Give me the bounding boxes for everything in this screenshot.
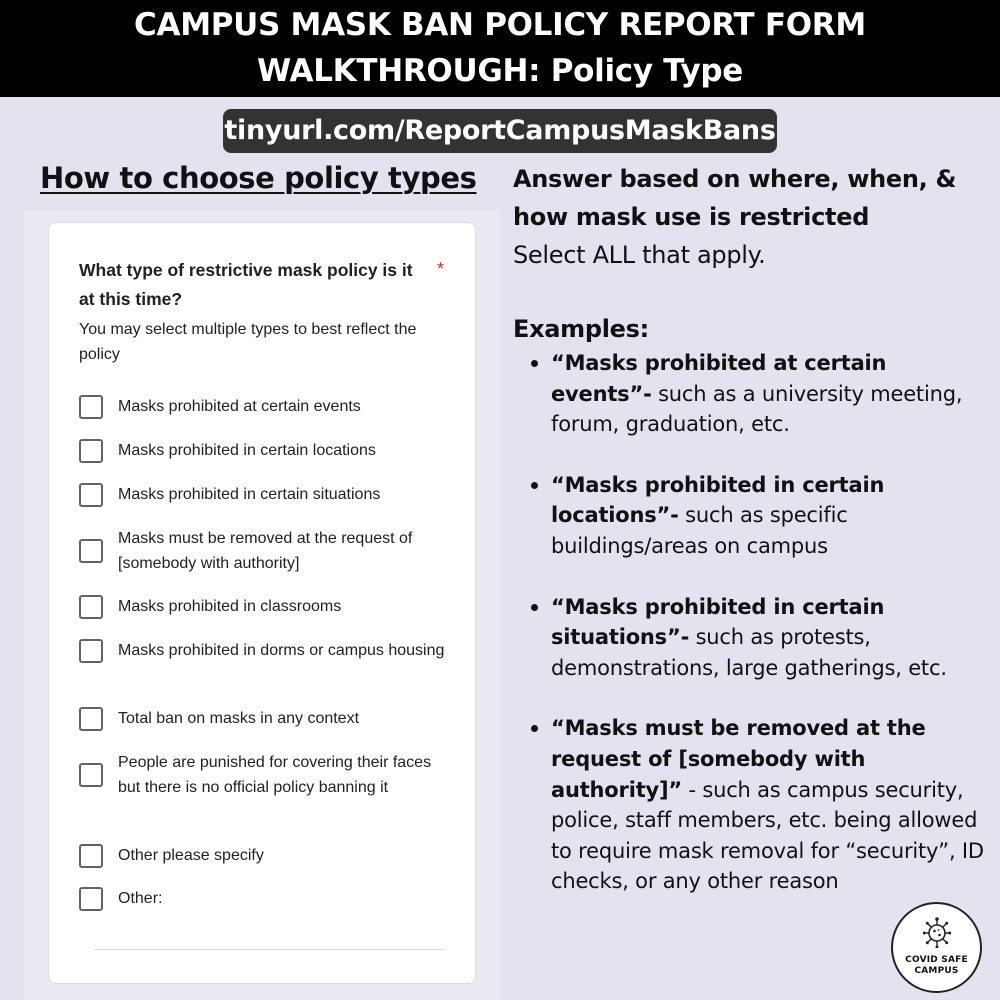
checkbox[interactable]	[79, 844, 103, 868]
checkbox[interactable]	[79, 483, 103, 507]
option-label: Masks prohibited at certain events	[118, 398, 361, 415]
example-text: such as specific buildings/areas on campus	[551, 503, 848, 558]
report-url[interactable]: tinyurl.com/ReportCampusMaskBans	[223, 109, 777, 153]
checkbox[interactable]	[79, 639, 103, 663]
option-label: Other:	[118, 890, 163, 907]
option-label: Masks prohibited in dorms or campus housing	[118, 642, 445, 659]
option-label: Masks prohibited in classrooms	[118, 598, 342, 615]
example-item	[513, 470, 993, 562]
instructions-subheading: Select ALL that apply.	[513, 241, 766, 269]
logo-text	[893, 955, 980, 977]
title-line-1: CAMPUS MASK BAN POLICY REPORT FORM	[134, 7, 866, 43]
question-title: What type of restrictive mask policy is it at this time?	[79, 260, 413, 309]
instructions-heading: Answer based on where, when, & how mask use is restricted	[513, 165, 957, 231]
checkbox[interactable]	[79, 763, 103, 787]
example-title: “Masks prohibited in certain situations”-	[551, 594, 885, 650]
example-title: “Masks prohibited at certain events”-	[551, 351, 887, 406]
option-label: Masks prohibited in certain situations	[118, 486, 381, 503]
checkbox[interactable]	[79, 887, 103, 911]
example-title: “Masks must be removed at the request of [somebody with authority]”	[551, 716, 926, 802]
examples-list	[513, 348, 993, 897]
example-text: - such as campus security, police, staff members, etc. being allowed to require mask removal for “security”, ID checks, or any other reason	[551, 777, 984, 894]
title-banner	[0, 0, 1000, 97]
checkbox-option[interactable]	[79, 394, 449, 419]
logo-line-1: COVID SAFE	[905, 955, 968, 965]
example-text: such as a university meeting, forum, graduation, etc.	[551, 381, 963, 437]
option-label: Masks must be removed at the request of [somebody with authority]	[118, 530, 413, 572]
example-text: such as protests, demonstrations, large gatherings, etc.	[551, 625, 947, 680]
checkbox[interactable]	[79, 439, 103, 463]
virus-icon	[923, 914, 951, 948]
checkbox-option[interactable]	[79, 482, 449, 507]
checkbox-option[interactable]	[79, 594, 449, 619]
title-line-2: WALKTHROUGH: Policy Type	[257, 53, 743, 89]
other-text-underline[interactable]	[94, 949, 446, 950]
checkbox-option[interactable]	[79, 843, 449, 868]
example-item	[513, 592, 993, 684]
checkbox[interactable]	[79, 395, 103, 419]
covid-safe-campus-logo	[891, 902, 982, 993]
logo-line-2: CAMPUS	[914, 966, 959, 976]
checkbox-option[interactable]	[79, 438, 449, 463]
checkbox[interactable]	[79, 707, 103, 731]
checkbox-option[interactable]	[79, 706, 449, 731]
option-label: People are punished for covering their faces but there is no official policy banning it	[118, 754, 432, 796]
checkbox-option[interactable]	[79, 886, 449, 911]
checkbox-option[interactable]	[79, 750, 449, 800]
example-item	[513, 348, 993, 440]
checkbox-option[interactable]	[79, 638, 449, 663]
option-label: Total ban on masks in any context	[118, 710, 360, 727]
option-label: Other please specify	[118, 847, 264, 864]
option-label: Masks prohibited in certain locations	[118, 442, 376, 459]
examples-label: Examples:	[513, 315, 649, 343]
example-title: “Masks prohibited in certain locations”-	[551, 472, 885, 528]
checkbox-option[interactable]	[79, 526, 449, 576]
form-question-card	[48, 222, 476, 984]
left-heading: How to choose policy types	[40, 161, 477, 195]
checkbox[interactable]	[79, 539, 103, 563]
required-marker: *	[437, 259, 445, 279]
example-item	[513, 713, 993, 897]
checkbox[interactable]	[79, 595, 103, 619]
instructions-panel	[513, 160, 993, 927]
question-description: You may select multiple types to best reflect the policy	[79, 321, 417, 363]
